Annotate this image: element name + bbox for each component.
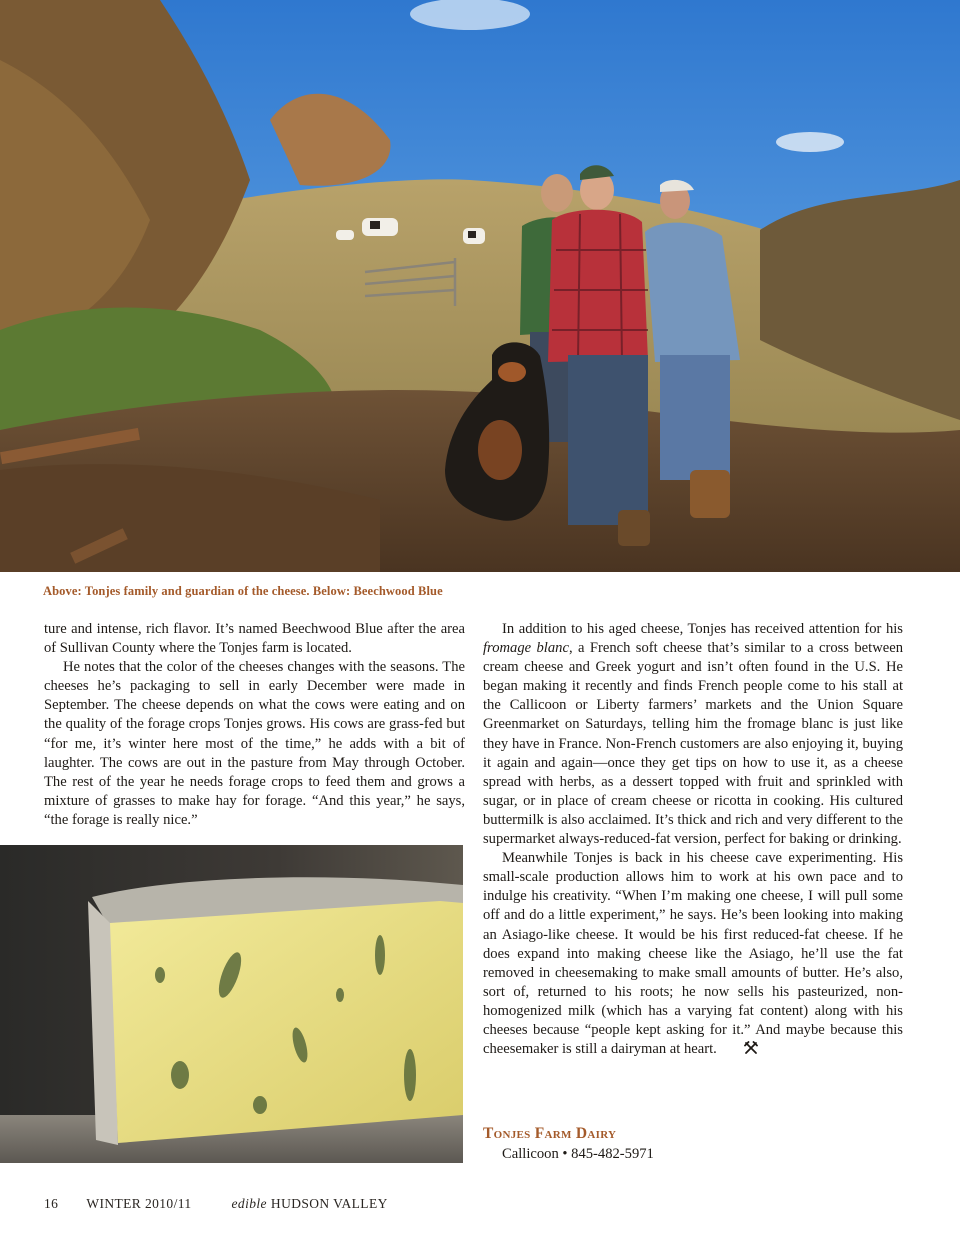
fork-knife-icon (725, 1041, 758, 1061)
left-column (44, 620, 465, 830)
farm-contact: Callicoon • 845-482-5971 (502, 1146, 654, 1162)
farm-info (483, 1125, 903, 1163)
right-column (483, 620, 903, 1061)
paragraph (483, 849, 903, 1061)
paragraph (483, 620, 903, 849)
issue-label: WINTER 2010/11 (86, 1196, 192, 1211)
family-photo (0, 0, 960, 572)
farm-name: Tonjes Farm Dairy (483, 1125, 617, 1142)
text-run: Meanwhile Tonjes is back in his cheese cave experimenting. His small-scale production allows him to work at his own pace and to indulge his creativity. “When I’m making one cheese, I will pull some off and do a little experiment,” he says. He’s been looking into making an Asiago-like cheese. It would be his first reduced-fat cheese. If he does expand into making cheese like the Asiago, he’ll use the fat removed in cheesemaking to make small amounts of butter. He’s also, sort of, returned to his roots; he now sells his pasteurized, non-homogenized milk (which has a varying fat content) along with his cheeses because “people kept asking for it.” And maybe because this cheesemaker is still a dairyman at heart. (483, 850, 903, 1058)
paragraph: ture and intense, rich flavor. It’s named Beechwood Blue after the area of Sullivan County where the Tonjes farm is located. (44, 621, 465, 657)
text-run: In addition to his aged cheese, Tonjes has received attention for his (502, 621, 903, 637)
page-footer (44, 1196, 388, 1212)
magazine-title: HUDSON VALLEY (270, 1196, 388, 1211)
paragraph: He notes that the color of the cheeses changes with the seasons. The cheeses he’s packaging to sell in early December were made in September. The cheese depends on what the cows were eating and on the quality of the forage crops Tonjes grows. His cows are grass-fed but “for me, it’s winter here most of the time,” he adds with a bit of laughter. The cows are out in the pasture from May through October. The rest of the year he needs forage crops to feed them and grows a mixture of grasses to make hay for forage. “And this year,” he says, “the forage is really nice.” (44, 659, 465, 828)
text-run: , a French soft cheese that’s similar to a cross between cream cheese and Greek yogurt and isn’t often found in the U.S. He began making it recently and finds French people come to his stall at the Callicoon or Liberty farmers’ markets and the Union Square Greenmarket on Saturdays, telling him the fromage blanc is just like they have in France. Non-French customers are also enjoying it, buying it again and again—once they get tips on how to use it, as a cheese spread with herbs, as a dessert topped with fruit and sprinkled with sugar, or in place of cream cheese or ricotta in cooking. His cultured buttermilk is also acclaimed. It’s thick and rich and very different to the supermarket always-reduced-fat version, perfect for baking or drinking. (483, 640, 903, 848)
page-number: 16 (44, 1196, 59, 1211)
magazine-title-italic: edible (231, 1196, 267, 1211)
cheese-photo (0, 845, 463, 1163)
photo-caption: Above: Tonjes family and guardian of the cheese. Below: Beechwood Blue (43, 584, 443, 598)
italic-term: fromage blanc (483, 640, 569, 657)
